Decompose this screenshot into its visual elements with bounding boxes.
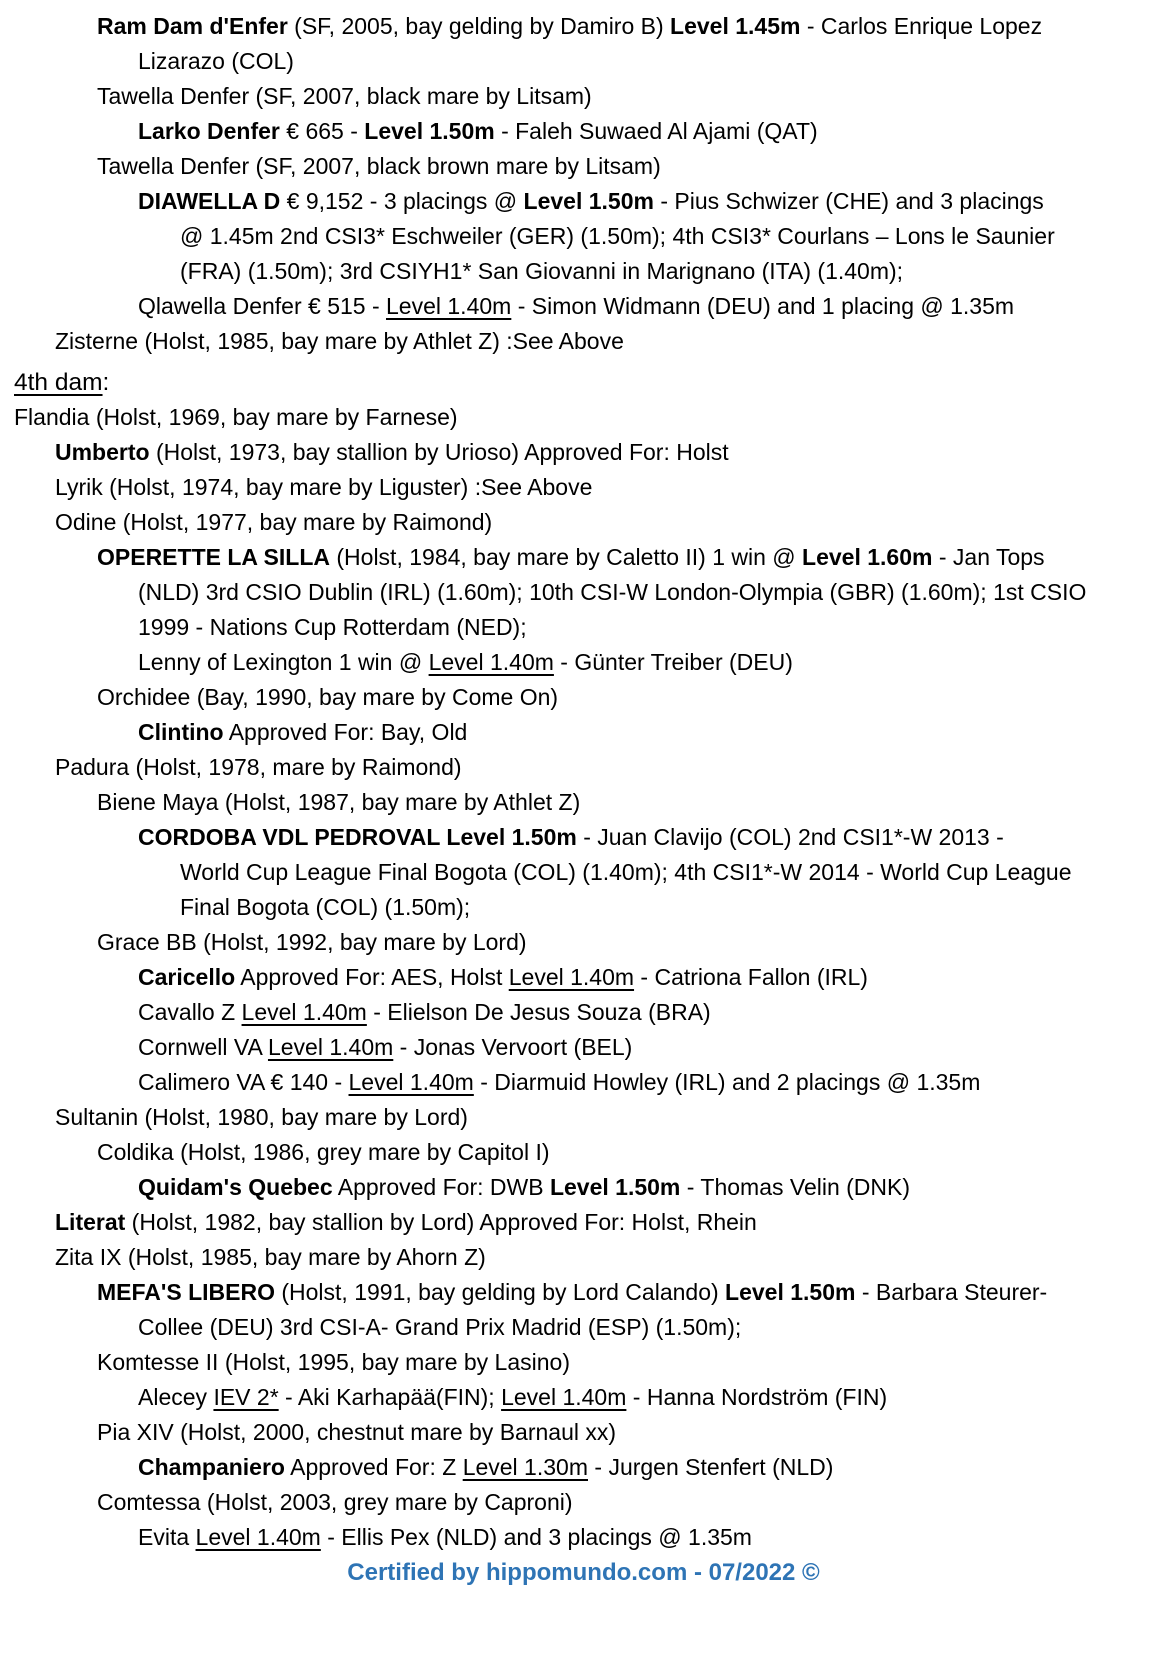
- pedigree-line: [0, 575, 1167, 610]
- text-segment: Approved For: AES, Holst: [235, 964, 509, 990]
- pedigree-line: [0, 400, 1167, 435]
- underlined-level: Level 1.30m: [462, 1454, 588, 1480]
- text-segment: - Günter Treiber (DEU): [553, 649, 793, 675]
- text-segment: Coldika (Holst, 1986, grey mare by Capitol I): [97, 1139, 550, 1165]
- text-segment: (Holst, 1982, bay stallion by Lord) Approved For: Holst, Rhein: [125, 1209, 757, 1235]
- text-segment: Lizarazo (COL): [138, 48, 294, 74]
- emphasized-name-or-level: Clintino: [138, 719, 224, 745]
- emphasized-name-or-level: Level 1.45m: [670, 13, 801, 39]
- emphasized-name-or-level: DIAWELLA D: [138, 188, 281, 214]
- text-segment: Approved For: Bay, Old: [223, 719, 468, 745]
- text-segment: - Carlos Enrique Lopez: [800, 13, 1043, 39]
- pedigree-line: [0, 1030, 1167, 1065]
- pedigree-line: [0, 750, 1167, 785]
- pedigree-line: [0, 1485, 1167, 1520]
- emphasized-name-or-level: Caricello: [138, 964, 236, 990]
- pedigree-line: [0, 855, 1167, 890]
- pedigree-line: [0, 289, 1167, 324]
- text-segment: Approved For: Z: [284, 1454, 463, 1480]
- pedigree-line: [0, 1205, 1167, 1240]
- emphasized-name-or-level: Quidam's Quebec: [138, 1174, 333, 1200]
- emphasized-name-or-level: Umberto: [55, 439, 150, 465]
- underlined-level: Level 1.40m: [267, 1034, 394, 1060]
- pedigree-line: [0, 785, 1167, 820]
- text-segment: - Ellis Pex (NLD) and 3 placings @ 1.35m: [320, 1524, 752, 1550]
- pedigree-line: [0, 995, 1167, 1030]
- pedigree-line: [0, 254, 1167, 289]
- underlined-level: Level 1.40m: [501, 1384, 627, 1410]
- text-segment: Cavallo Z: [138, 999, 242, 1025]
- emphasized-name-or-level: OPERETTE LA SILLA: [97, 544, 330, 570]
- underlined-level: Level 1.40m: [508, 964, 635, 990]
- pedigree-lines-container: [0, 9, 1167, 1555]
- pedigree-line: [0, 1380, 1167, 1415]
- text-segment: Comtessa (Holst, 2003, grey mare by Caproni): [97, 1489, 573, 1515]
- text-segment: - Catriona Fallon (IRL): [634, 964, 868, 990]
- pedigree-line: [0, 960, 1167, 995]
- text-segment: (Holst, 1991, bay gelding by Lord Calando): [274, 1279, 726, 1305]
- text-segment: - Hanna Nordström (FIN): [626, 1384, 888, 1410]
- text-segment: Odine (Holst, 1977, bay mare by Raimond): [55, 509, 493, 535]
- pedigree-line: [0, 44, 1167, 79]
- text-segment: 1999 - Nations Cup Rotterdam (NED);: [138, 614, 527, 640]
- emphasized-name-or-level: Literat: [55, 1209, 126, 1235]
- text-segment: Tawella Denfer (SF, 2007, black brown mare by Litsam): [97, 153, 661, 179]
- underlined-level: Level 1.40m: [241, 999, 367, 1025]
- text-segment: Sultanin (Holst, 1980, bay mare by Lord): [55, 1104, 468, 1130]
- text-segment: - Jan Tops: [932, 544, 1045, 570]
- pedigree-line: [0, 1275, 1167, 1310]
- pedigree-line: [0, 324, 1167, 359]
- emphasized-name-or-level: Ram Dam d'Enfer: [97, 13, 288, 39]
- text-segment: Zisterne (Holst, 1985, bay mare by Athlet Z) :See Above: [55, 328, 624, 354]
- text-segment: Alecey: [138, 1384, 214, 1410]
- text-segment: (Holst, 1973, bay stallion by Urioso) Approved For: Holst: [149, 439, 729, 465]
- pedigree-line: [0, 1415, 1167, 1450]
- underlined-level: Level 1.40m: [386, 293, 512, 319]
- text-segment: (SF, 2005, bay gelding by Damiro B): [287, 13, 671, 39]
- text-segment: Collee (DEU) 3rd CSI-A- Grand Prix Madrid (ESP) (1.50m);: [138, 1314, 742, 1340]
- underlined-level: IEV 2*: [213, 1384, 279, 1410]
- emphasized-name-or-level: MEFA'S LIBERO: [97, 1279, 275, 1305]
- text-segment: - Juan Clavijo (COL) 2nd CSI1*-W 2013 -: [576, 824, 1004, 850]
- pedigree-line: [0, 715, 1167, 750]
- pedigree-line: [0, 610, 1167, 645]
- pedigree-line: [0, 820, 1167, 855]
- text-segment: Final Bogota (COL) (1.50m);: [180, 894, 471, 920]
- pedigree-line: [0, 1240, 1167, 1275]
- pedigree-line: [0, 184, 1167, 219]
- pedigree-line: [0, 149, 1167, 184]
- text-segment: - Elielson De Jesus Souza (BRA): [366, 999, 711, 1025]
- text-segment: Zita IX (Holst, 1985, bay mare by Ahorn Z): [55, 1244, 486, 1270]
- text-segment: - Jurgen Stenfert (NLD): [588, 1454, 834, 1480]
- emphasized-name-or-level: Level 1.50m: [523, 188, 654, 214]
- text-segment: Orchidee (Bay, 1990, bay mare by Come On): [97, 684, 559, 710]
- pedigree-line: [0, 1450, 1167, 1485]
- text-segment: - Simon Widmann (DEU) and 1 placing @ 1.35m: [511, 293, 1015, 319]
- pedigree-line: [0, 219, 1167, 254]
- underlined-level: Level 1.40m: [428, 649, 554, 675]
- dam-section-heading: [0, 365, 1167, 400]
- text-segment: - Faleh Suwaed Al Ajami (QAT): [494, 118, 818, 144]
- text-segment: Flandia (Holst, 1969, bay mare by Farnese): [14, 404, 458, 430]
- text-segment: Cornwell VA: [138, 1034, 268, 1060]
- underlined-level: Level 1.40m: [195, 1524, 321, 1550]
- pedigree-line: [0, 1520, 1167, 1555]
- text-segment: :: [102, 369, 110, 396]
- emphasized-name-or-level: CORDOBA VDL PEDROVAL Level 1.50m: [138, 824, 577, 850]
- pedigree-line: [0, 1310, 1167, 1345]
- emphasized-name-or-level: Champaniero: [138, 1454, 285, 1480]
- text-segment: Approved For: DWB: [332, 1174, 550, 1200]
- underlined-level: Level 1.40m: [348, 1069, 474, 1095]
- text-segment: Lenny of Lexington 1 win @: [138, 649, 429, 675]
- emphasized-name-or-level: Level 1.50m: [364, 118, 495, 144]
- text-segment: Evita: [138, 1524, 196, 1550]
- pedigree-line: [0, 435, 1167, 470]
- text-segment: Padura (Holst, 1978, mare by Raimond): [55, 754, 462, 780]
- pedigree-line: [0, 1170, 1167, 1205]
- certification-footer: Certified by hippomundo.com - 07/2022 ©: [347, 1559, 820, 1586]
- text-segment: Pia XIV (Holst, 2000, chestnut mare by Barnaul xx): [97, 1419, 617, 1445]
- emphasized-name-or-level: Larko Denfer: [138, 118, 280, 144]
- text-segment: - Barbara Steurer-: [855, 1279, 1048, 1305]
- text-segment: Grace BB (Holst, 1992, bay mare by Lord): [97, 929, 527, 955]
- underlined-level: 4th dam: [14, 369, 103, 396]
- pedigree-line: [0, 470, 1167, 505]
- text-segment: € 9,152 - 3 placings @: [280, 188, 524, 214]
- text-segment: Biene Maya (Holst, 1987, bay mare by Athlet Z): [97, 789, 581, 815]
- pedigree-line: [0, 645, 1167, 680]
- emphasized-name-or-level: Level 1.50m: [549, 1174, 681, 1200]
- pedigree-line: [0, 925, 1167, 960]
- text-segment: € 665 -: [279, 118, 365, 144]
- text-segment: - Diarmuid Howley (IRL) and 2 placings @ 1.35m: [473, 1069, 981, 1095]
- text-segment: - Aki Karhapää(FIN);: [278, 1384, 502, 1410]
- text-segment: - Pius Schwizer (CHE) and 3 placings: [653, 188, 1044, 214]
- pedigree-line: [0, 1065, 1167, 1100]
- text-segment: Qlawella Denfer € 515 -: [138, 293, 387, 319]
- emphasized-name-or-level: Level 1.50m: [725, 1279, 856, 1305]
- text-segment: Tawella Denfer (SF, 2007, black mare by Litsam): [97, 83, 592, 109]
- text-segment: (FRA) (1.50m); 3rd CSIYH1* San Giovanni in Marignano (ITA) (1.40m);: [180, 258, 904, 284]
- text-segment: @ 1.45m 2nd CSI3* Eschweiler (GER) (1.50m); 4th CSI3* Courlans – Lons le Saunier: [180, 223, 1055, 249]
- text-segment: (Holst, 1984, bay mare by Caletto II) 1 win @: [330, 544, 803, 570]
- pedigree-line: [0, 890, 1167, 925]
- pedigree-line: [0, 1135, 1167, 1170]
- text-segment: - Jonas Vervoort (BEL): [393, 1034, 633, 1060]
- text-segment: World Cup League Final Bogota (COL) (1.40m); 4th CSI1*-W 2014 - World Cup League: [180, 859, 1072, 885]
- emphasized-name-or-level: Level 1.60m: [802, 544, 933, 570]
- pedigree-line: [0, 540, 1167, 575]
- text-segment: Calimero VA € 140 -: [138, 1069, 349, 1095]
- pedigree-line: [0, 1345, 1167, 1380]
- pedigree-line: [0, 680, 1167, 715]
- text-segment: Komtesse II (Holst, 1995, bay mare by Lasino): [97, 1349, 570, 1375]
- text-segment: (NLD) 3rd CSIO Dublin (IRL) (1.60m); 10th CSI-W London-Olympia (GBR) (1.60m); 1st CSIO: [138, 579, 1087, 605]
- text-segment: - Thomas Velin (DNK): [680, 1174, 911, 1200]
- pedigree-line: [0, 79, 1167, 114]
- pedigree-line: [0, 114, 1167, 149]
- pedigree-line: [0, 9, 1167, 44]
- pedigree-line: [0, 505, 1167, 540]
- text-segment: Lyrik (Holst, 1974, bay mare by Liguster) :See Above: [55, 474, 593, 500]
- pedigree-line: [0, 1100, 1167, 1135]
